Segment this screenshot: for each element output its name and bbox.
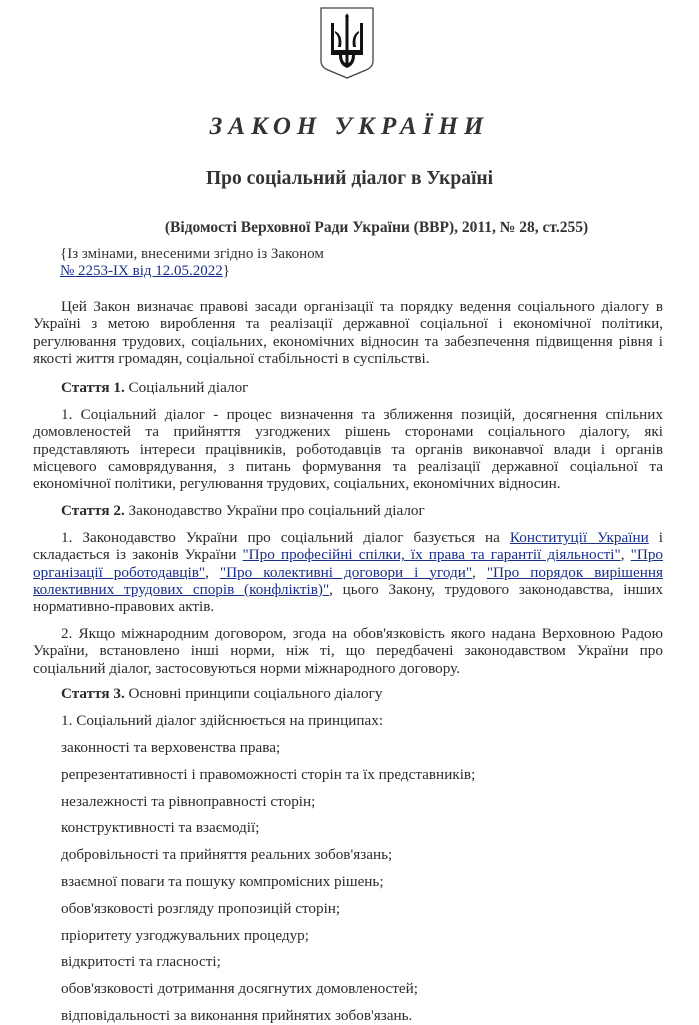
principle-item: взаємної поваги та пошуку компромісних рішень; <box>61 873 384 890</box>
principle-item: обов'язковості розгляду пропозицій сторін; <box>61 899 341 917</box>
principle-item: обов'язковості дотримання досягнутих домовленостей; <box>61 980 419 998</box>
principle-item: законності та верховенства права; <box>61 739 281 756</box>
principle-item: незалежності та рівноправності сторін; <box>61 792 316 810</box>
text: і складається із законів України <box>33 529 663 564</box>
principle-item: відповідальності за виконання прийнятих зобов'язань. <box>61 1007 413 1024</box>
trade-unions-law-link[interactable]: "Про професійні спілки, їх права та гарантії діяльності" <box>242 546 621 564</box>
constitution-link[interactable]: Конституції України <box>509 529 649 546</box>
text: 1. Законодавство України про соціальний діалог базується на <box>61 529 510 546</box>
article-2-paragraph-2: 2. Якщо міжнародним договором, згода на обов'язковість якого надана Верховною Радою України, встановлено інші норми, ніж ті, що передбачені законодавством України про соціальний діалог, застосовуються норми міжнародного договору. <box>33 625 663 677</box>
article-label: Стаття 2. <box>61 502 125 519</box>
article-title: Основні принципи соціального діалогу <box>128 685 383 702</box>
article-2-heading <box>61 502 425 520</box>
text: , цього Закону, трудового законодавства, інших нормативно-правових актів. <box>33 580 664 616</box>
principle-item: пріоритету узгоджувальних процедур; <box>61 926 309 944</box>
text: , <box>472 563 487 581</box>
article-1-paragraph-1: 1. Соціальний діалог - процес визначення та зближення позицій, досягнення спільних домовленостей та прийняття узгоджених рішень сторонами соціального діалогу, які представляють інтереси працівників, роботодавців та органів виконавчої влади і органів місцевого самоврядування, з питань формування та реалізації державної соціальної та економічної політики, регулювання трудових, соціальних, економічних відносин. <box>33 406 663 493</box>
text: , <box>205 563 220 581</box>
preamble: Цей Закон визначає правові засади організації та порядку ведення соціального діалогу в Україні з метою вироблення та реалізації державної соціальної і економічної політики, регулювання трудових, соціальних, економічних відносин та забезпечення підвищення рівня і якості життя громадян, соціальної стабільності в суспільстві. <box>33 298 663 367</box>
coat-of-arms-icon <box>318 5 376 81</box>
article-1-heading <box>61 379 248 397</box>
article-label: Стаття 1. <box>61 379 125 396</box>
article-title: Законодавство України про соціальний діалог <box>128 502 425 519</box>
amendments-suffix: } <box>222 263 230 279</box>
article-label: Стаття 3. <box>61 685 125 702</box>
article-title: Соціальний діалог <box>128 379 249 396</box>
principle-item: добровільності та прийняття реальних зобов'язань; <box>61 846 393 864</box>
employers-organizations-law-link[interactable]: "Про організації роботодавців" <box>33 546 664 581</box>
article-3-heading <box>61 685 382 703</box>
text: , <box>620 546 631 564</box>
principle-item: репрезентативності і правоможності сторін та їх представників; <box>61 765 476 783</box>
article-2-paragraph-1 <box>33 529 663 615</box>
amendments-note <box>60 246 324 280</box>
law-title: ЗАКОН УКРАЇНИ <box>209 113 490 140</box>
amending-law-link[interactable]: № 2253-IX від 12.05.2022 <box>60 263 223 279</box>
collective-agreements-law-link[interactable]: "Про колективні договори і угоди" <box>219 563 473 581</box>
publication-source: (Відомості Верховної Ради України (ВВР), 2011, № 28, ст.255) <box>164 219 589 236</box>
law-subject: Про соціальний діалог в Україні <box>205 168 494 189</box>
labor-disputes-law-link[interactable]: "Про порядок вирішення колективних трудових спорів (конфліктів)" <box>33 563 663 598</box>
amendments-prefix: {Із змінами, внесеними згідно із Законом <box>60 246 324 262</box>
principle-item: відкритості та гласності; <box>61 953 221 971</box>
article-3-paragraph-1: 1. Соціальний діалог здійснюється на принципах: <box>61 712 384 729</box>
principle-item: конструктивності та взаємодії; <box>61 819 260 837</box>
